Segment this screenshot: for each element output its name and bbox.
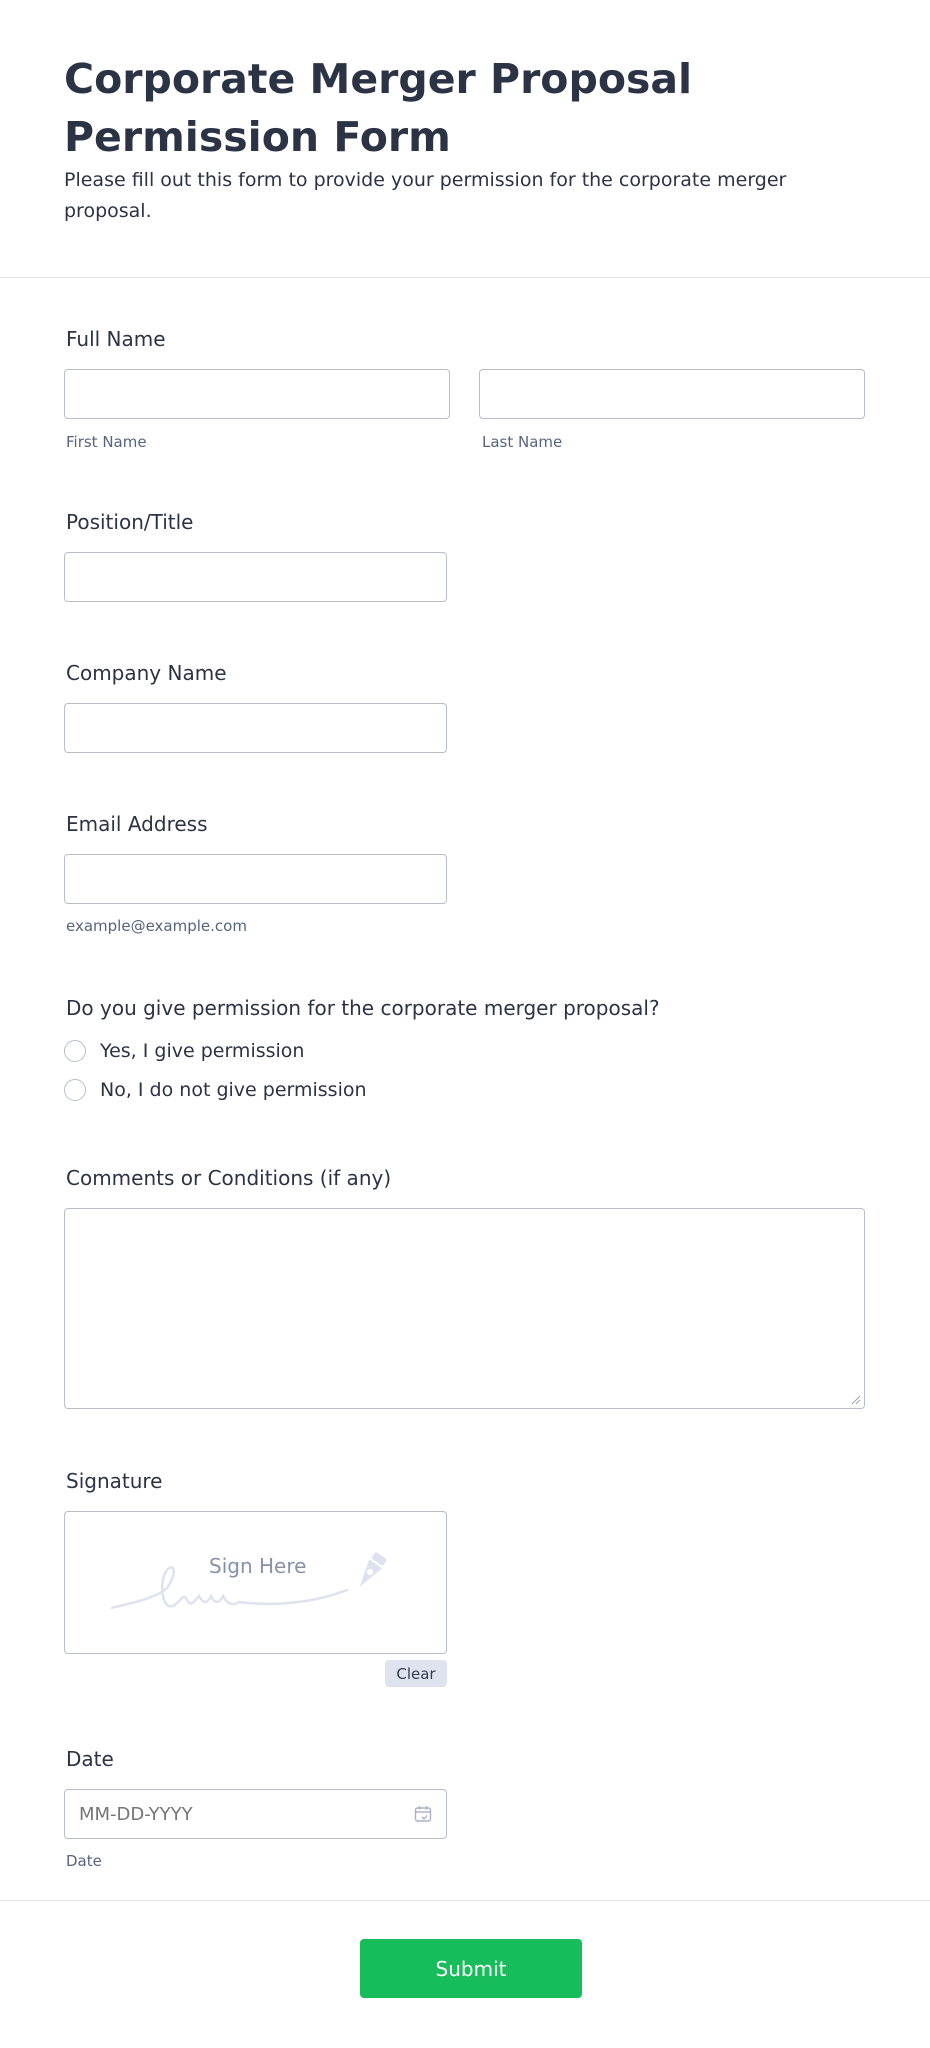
radio-option-no[interactable] xyxy=(64,1077,367,1103)
full-name-label: Full Name xyxy=(66,327,166,351)
page-title: Corporate Merger Proposal Permission Form xyxy=(64,55,693,161)
calendar-icon[interactable] xyxy=(414,1805,432,1823)
comments-label: Comments or Conditions (if any) xyxy=(66,1166,392,1190)
position-input[interactable] xyxy=(64,552,447,602)
radio-circle[interactable] xyxy=(64,1040,86,1062)
radio-circle[interactable] xyxy=(64,1079,86,1101)
radio-label-yes: Yes, I give permission xyxy=(100,1040,305,1062)
company-label: Company Name xyxy=(66,661,227,685)
position-label: Position/Title xyxy=(66,510,194,534)
date-label: Date xyxy=(66,1747,114,1771)
submit-button[interactable]: Submit xyxy=(360,1939,582,1998)
clear-signature-button[interactable]: Clear xyxy=(385,1660,447,1687)
comments-textarea[interactable] xyxy=(64,1208,865,1409)
email-label: Email Address xyxy=(66,812,208,836)
radio-label-no: No, I do not give permission xyxy=(100,1079,367,1101)
permission-question: Do you give permission for the corporate merger proposal? xyxy=(66,996,660,1020)
email-sublabel: example@example.com xyxy=(66,917,247,935)
signature-placeholder: Sign Here xyxy=(209,1554,307,1578)
date-sublabel: Date xyxy=(66,1852,102,1870)
signature-label: Signature xyxy=(66,1469,163,1493)
first-name-sublabel: First Name xyxy=(66,433,147,451)
email-input[interactable] xyxy=(64,854,447,904)
page-description: Please fill out this form to provide your permission for the corporate merger proposal. xyxy=(64,169,787,222)
radio-option-yes[interactable] xyxy=(64,1038,304,1064)
company-input[interactable] xyxy=(64,703,447,753)
last-name-sublabel: Last Name xyxy=(482,433,563,451)
signature-pad[interactable] xyxy=(64,1511,447,1654)
resize-grip-icon[interactable] xyxy=(849,1393,861,1405)
last-name-input[interactable] xyxy=(479,369,865,419)
form-header xyxy=(0,0,930,278)
form-footer-divider xyxy=(0,1900,930,1901)
date-input[interactable] xyxy=(64,1789,447,1839)
pen-nib-icon xyxy=(348,1550,392,1594)
first-name-input[interactable] xyxy=(64,369,450,419)
